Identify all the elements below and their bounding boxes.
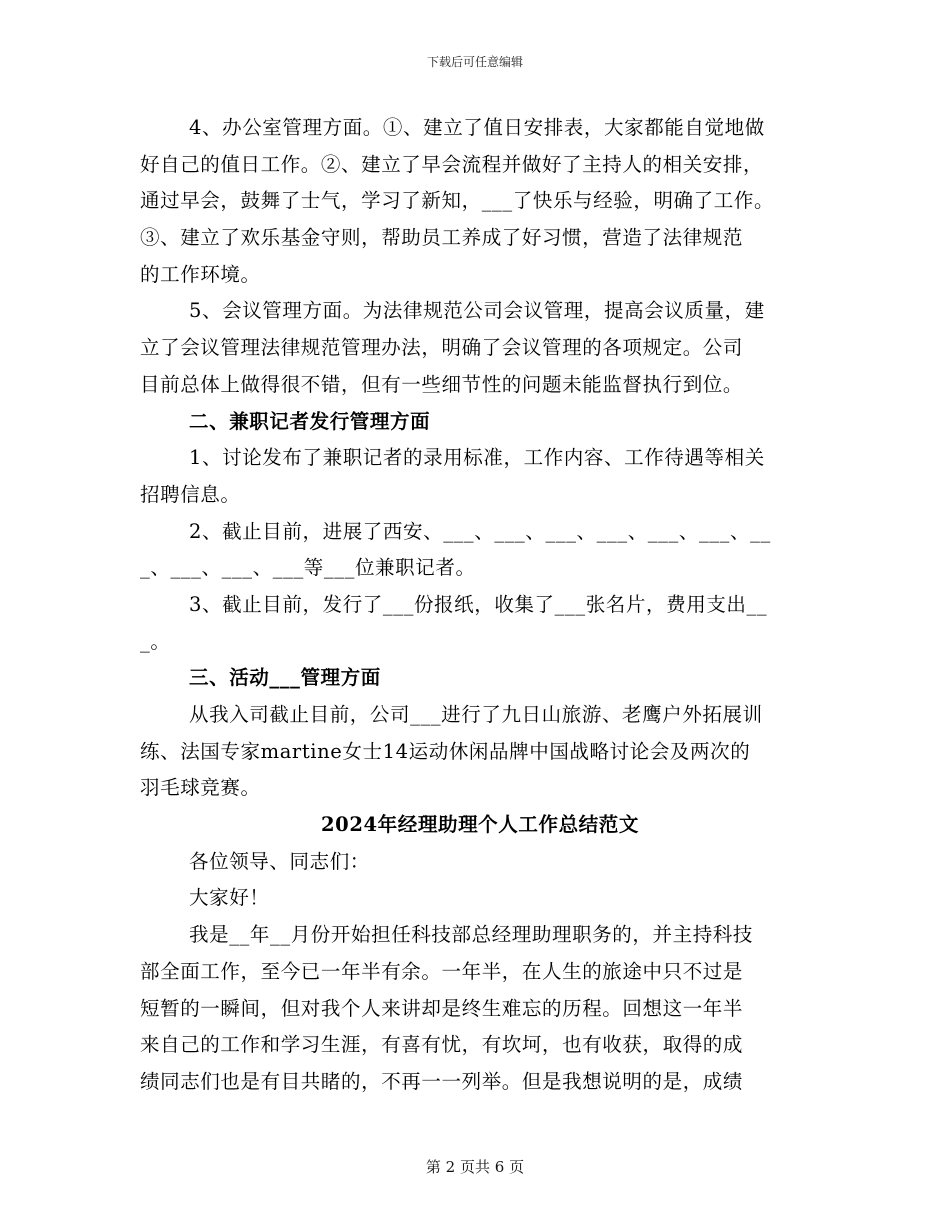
text-line: 部全面工作，至今已一年半有余。一年半，在人生的旅途中只不过是	[140, 959, 744, 983]
text-line: 练、法国专家martine女士14运动休闲品牌中国战略讨论会及两次的	[140, 739, 751, 763]
text-line: 我是__年__月份开始担任科技部总经理助理职务的，并主持科技	[189, 923, 754, 947]
text-line: ③、建立了欢乐基金守则，帮助员工养成了好习惯，营造了法律规范	[140, 226, 744, 250]
text-line: 目前总体上做得很不错，但有一些细节性的问题未能监督执行到位。	[140, 372, 744, 396]
document-body	[140, 110, 820, 1101]
text-line: _。	[140, 629, 171, 653]
text-line: 招聘信息。	[140, 482, 241, 506]
text-line: 好自己的值日工作。②、建立了早会流程并做好了主持人的相关安排，	[140, 152, 764, 176]
text-line: 立了会议管理法律规范管理办法，明确了会议管理的各项规定。公司	[140, 336, 744, 360]
text-line: 通过早会，鼓舞了士气，学习了新知，___了快乐与经验，明确了工作。	[140, 189, 775, 213]
text-line: 1、讨论发布了兼职记者的录用标准，工作内容、工作待遇等相关	[189, 446, 765, 470]
text-line: 5、会议管理方面。为法律规范公司会议管理，提高会议质量，建	[189, 299, 765, 323]
text-line: 各位领导、同志们：	[189, 849, 370, 873]
text-line: 3、截止目前，发行了___份报纸，收集了___张名片，费用支出__	[189, 592, 768, 616]
section-heading: 二、兼职记者发行管理方面	[189, 409, 431, 433]
text-line: _、___、___、___等___位兼职记者。	[140, 556, 476, 580]
text-line: 羽毛球竞赛。	[140, 776, 261, 800]
text-line: 大家好！	[189, 886, 270, 910]
document-title: 2024年经理助理个人工作总结范文	[321, 813, 639, 837]
page-number: 第 2 页共 6 页	[425, 1158, 525, 1176]
text-line: 从我入司截止目前，公司___进行了九日山旅游、老鹰户外拓展训	[189, 703, 763, 726]
page-header-note: 下载后可任意编辑	[426, 55, 523, 69]
text-line: 2、截止目前，进展了西安、___、___、___、___、___、___、__	[189, 519, 771, 543]
section-heading: 三、活动___管理方面	[189, 666, 381, 690]
text-line: 绩同志们也是有目共睹的，不再一一列举。但是我想说明的是，成绩	[140, 1069, 744, 1093]
text-line: 4、办公室管理方面。①、建立了值日安排表，大家都能自觉地做	[189, 116, 765, 139]
text-line: 短暂的一瞬间，但对我个人来讲却是终生难忘的历程。回想这一年半	[140, 996, 744, 1020]
text-line: 的工作环境。	[140, 262, 261, 286]
text-line: 来自己的工作和学习生涯，有喜有忧，有坎坷，也有收获，取得的成	[140, 1033, 744, 1057]
